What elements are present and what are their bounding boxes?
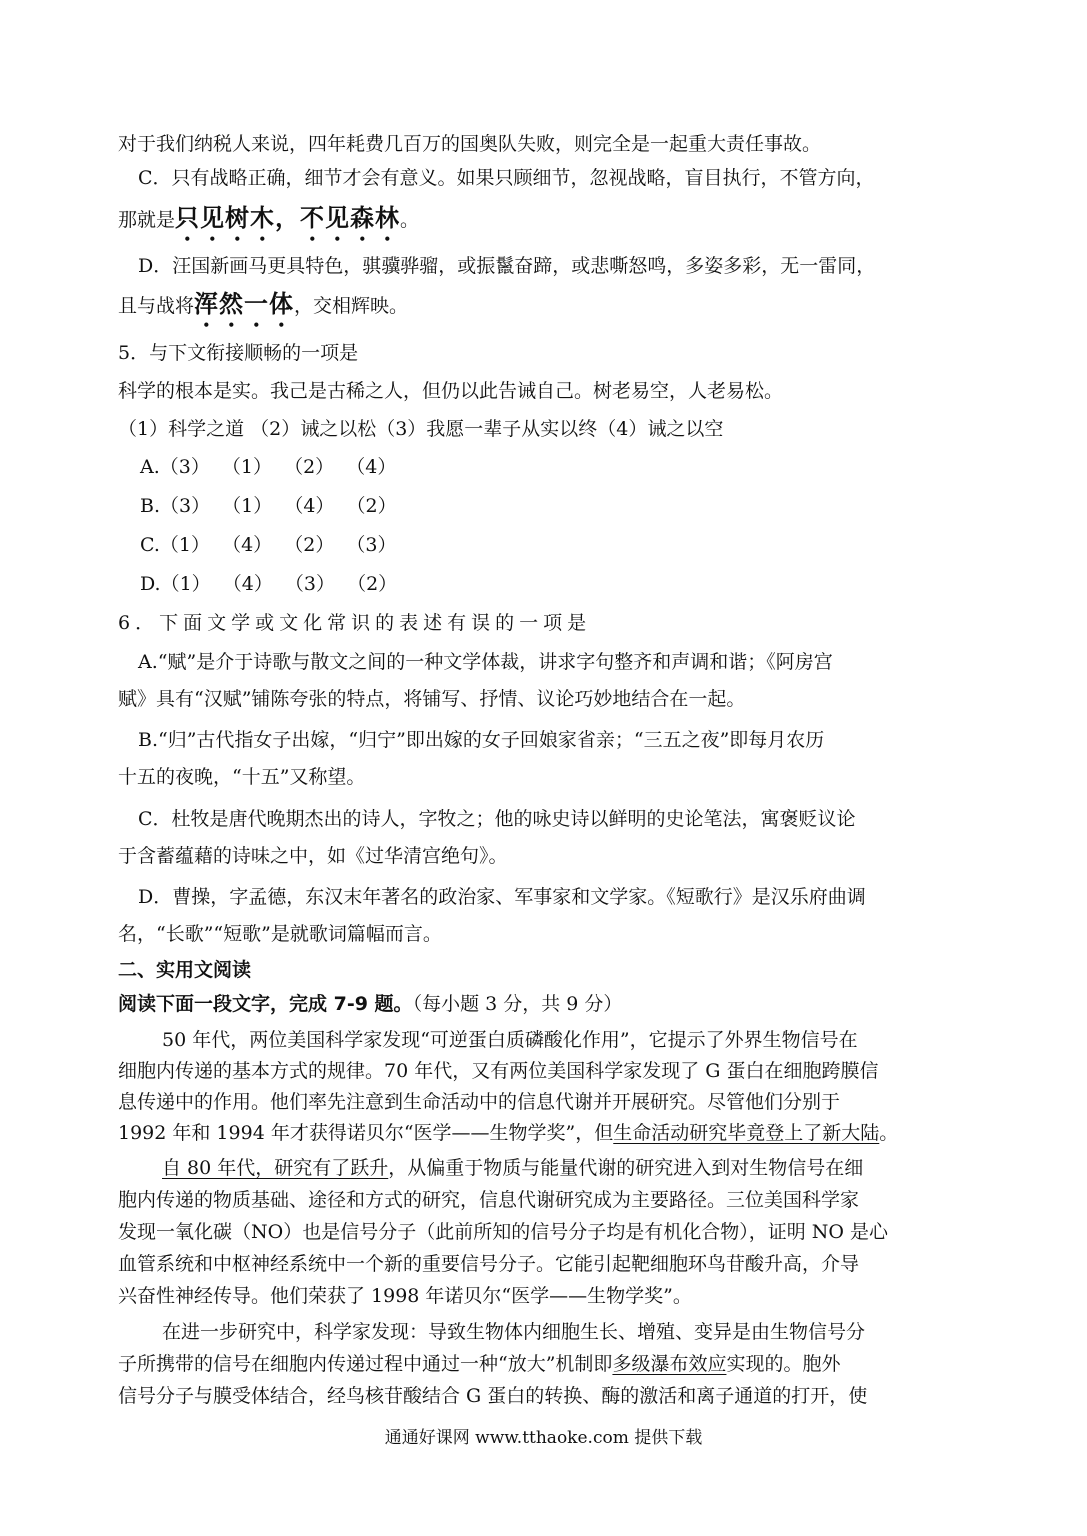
paragraph-line: 息传递中的作用。他们率先注意到生命活动中的信息代谢并开展研究。尽管他们分别于 [118,1091,841,1113]
paragraph-line: 50 年代，两位美国科学家发现“可逆蛋白质磷酸化作用”，它提示了外界生物信号在 [162,1029,858,1051]
q6-option-a: 赋》具有“汉赋”铺陈夸张的特点，将铺写、抒情、议论巧妙地结合在一起。 [118,688,746,710]
text-line: 对于我们纳税人来说，四年耗费几百万的国奥队失败，则完全是一起重大责任事故。 [118,133,822,155]
q6-option-d: D．曹操，字孟德，东汉末年著名的政治家、军事家和文学家。《短歌行》是汉乐府曲调 [138,886,866,908]
paragraph-line [118,1351,978,1377]
page-footer: 通通好课网 www.tthaoke.com 提供下载 [384,1428,703,1448]
paragraph-line [118,1120,978,1146]
option-c: C.（1） （4） （2） （3） [140,534,397,556]
text: ，从偏重于物质与能量代谢的研究进入到对生物信号在细 [388,1157,864,1179]
paragraph-line [162,1155,1022,1181]
q6-option-c: 于含蓄蕴藉的诗味之中，如《过华清宫绝句》。 [118,845,508,867]
text: 且与战将 [118,295,195,317]
q6-option-b: 十五的夜晚，“十五”又称望。 [118,766,366,788]
paragraph-line: 血管系统和中枢神经系统中一个新的重要信号分子。它能引起靶细胞环鸟苷酸升高，介导 [118,1253,860,1275]
underlined-phrase: 自 80 年代，研究有了跃升 [162,1157,389,1179]
question-5-text: 科学的根本是实。我己是古稀之人，但仍以此告诫自己。树老易空，人老易松。 [118,380,784,402]
paragraph-line: 兴奋性神经传导。他们荣获了 1998 年诺贝尔“医学——生物学奖”。 [118,1285,692,1307]
paragraph-line: 胞内传递的物质基础、途径和方式的研究，信息代谢研究成为主要路径。三位美国科学家 [118,1189,860,1211]
q6-option-c: C．杜牧是唐代晚期杰出的诗人，字牧之；他的咏史诗以鲜明的史论笔法，寓褒贬议论 [138,808,856,830]
q6-option-b: B.“归”古代指女子出嫁，“归宁”即出嫁的女子回娘家省亲；“三五之夜”即每月农历 [138,729,825,751]
reading-instruction [118,991,978,1017]
text: 。 [400,209,420,231]
text: 那就是 [118,209,176,231]
option-d-line: D．汪国新画马更具特色，骐骥骅骝，或振鬣奋蹄，或悲嘶怒鸣，多姿多彩，无一雷同， [138,255,876,277]
section-heading: 二、实用文阅读 [118,959,252,981]
text: ，交相辉映。 [294,295,409,317]
paragraph-line: 发现一氧化碳（NO）也是信号分子（此前所知的信号分子均是有机化合物），证明 NO 是心 [118,1221,888,1243]
text: 实现的。胞外 [726,1353,841,1375]
option-d-line [118,289,978,332]
instruction-score: （每小题 3 分，共 9 分） [412,993,623,1015]
paragraph-line: 信号分子与膜受体结合，经鸟核苷酸结合 G 蛋白的转换、酶的激活和离子通道的打开，使 [118,1385,868,1407]
text: 。 [879,1122,899,1144]
question-5: 5．与下文衔接顺畅的一项是 [118,342,359,364]
instruction-bold: 阅读下面一段文字，完成 7-9 题。 [118,993,413,1015]
option-c-line [118,203,978,246]
paragraph-line: 细胞内传递的基本方式的规律。70 年代，又有两位美国科学家发现了 G 蛋白在细胞跨膜信 [118,1060,879,1082]
emphasis-phrase: 只见树木，不见森林 [175,203,401,232]
q6-option-d: 名，“长歌”“短歌”是就歌词篇幅而言。 [118,923,442,945]
underlined-phrase: 生命活动研究毕竟登上了新大陆 [613,1122,880,1144]
emphasis-phrase: 浑然一体 [194,289,295,318]
option-c-line: C．只有战略正确，细节才会有意义。如果只顾细节，忽视战略，盲目执行，不管方向， [138,167,875,189]
q6-option-a: A.“赋”是介于诗歌与散文之间的一种文学体裁，讲求字句整齐和声调和谐；《阿房宫 [138,651,833,673]
option-b: B.（3） （1） （4） （2） [140,495,397,517]
question-5-items: （1）科学之道 （2）诫之以松（3）我愿一辈子从实以终（4）诫之以空 [118,418,724,440]
paragraph-line: 在进一步研究中，科学家发现：导致生物体内细胞生长、增殖、变异是由生物信号分 [162,1321,866,1343]
option-d: D.（1） （4） （3） （2） [140,573,398,595]
text: 1992 年和 1994 年才获得诺贝尔“医学——生物学奖”，但 [118,1122,614,1144]
option-a: A.（3） （1） （2） （4） [140,456,397,478]
text: 子所携带的信号在细胞内传递过程中通过一种“放大”机制即 [118,1353,613,1375]
question-6: 6．下面文学或文化常识的表述有误的一项是 [118,612,592,634]
underlined-phrase: 多级瀑布效应 [612,1353,727,1375]
